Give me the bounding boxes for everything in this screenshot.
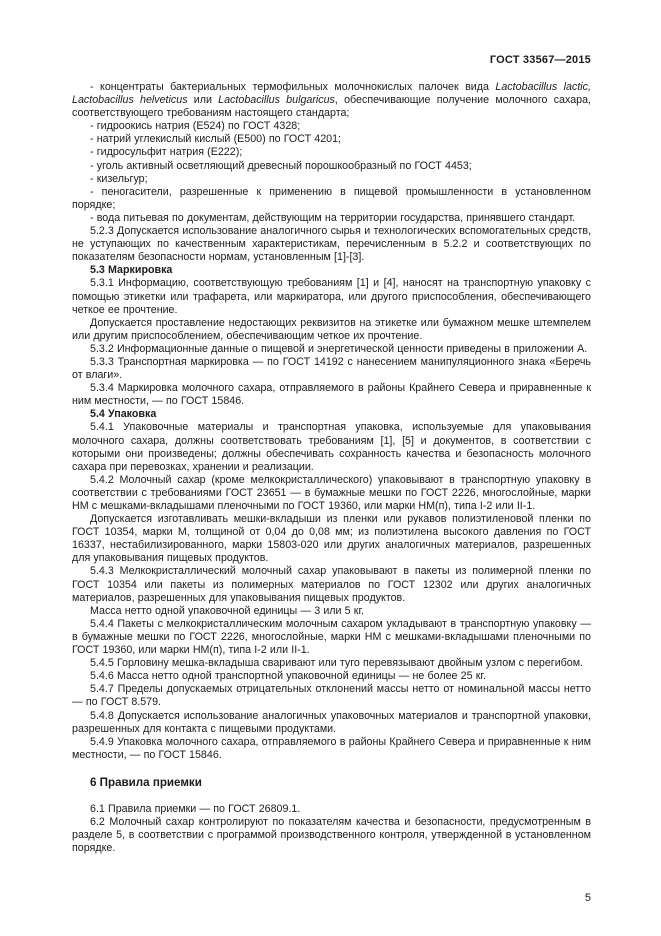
list-item-drinking-water: - вода питьевая по документам, действующим на территории государства, принявшего стандарт. — [90, 211, 576, 224]
clause-5-3-4: 5.3.4 Маркировка молочного сахара, отправляемого в районы Крайнего Севера и приравненные к ним местности, — по ГОСТ 15846. — [72, 382, 591, 408]
clause-5-4-5: 5.4.5 Горловину мешка-вкладыша сваривают или туго перевязывают двойным узлом с перегибом. — [90, 657, 584, 670]
list-item-activated-charcoal: - уголь активный осветляющий древесный порошкообразный по ГОСТ 4453; — [90, 159, 472, 172]
latin-species-name: Lactobacillus bulgaricus — [218, 94, 335, 107]
page-number: 5 — [584, 892, 591, 904]
clause-5-3-2: 5.3.2 Информационные данные о пищевой и энергетической ценности приведены в приложении А. — [90, 342, 588, 355]
list-item-sodium-bicarbonate: - натрий углекислый кислый (Е500) по ГОСТ 4201; — [90, 133, 342, 146]
list-item-kieselguhr: - кизельгур; — [90, 172, 148, 185]
subsection-heading-5-3: 5.3 Маркировка — [90, 264, 173, 277]
paragraph-text: или — [187, 94, 219, 107]
paragraph-text: - концентраты бактериальных термофильных молочнокислых палочек вида — [90, 81, 496, 93]
clause-6-1: 6.1 Правила приемки — по ГОСТ 26809.1. — [90, 802, 301, 815]
list-item-sodium-hydroxide: - гидроокись натрия (Е524) по ГОСТ 4328; — [90, 120, 301, 133]
document-body — [72, 81, 591, 855]
clause-5-3-3: 5.3.3 Транспортная маркировка — по ГОСТ 14192 с нанесением манипуляционного знака «Беречь от влаги». — [72, 355, 591, 382]
clause-5-4-2: 5.4.2 Молочный сахар (кроме мелкокристаллического) упаковывают в транспортную упаковку в соответствии с требованиями ГОСТ 23651 — в бумажные мешки по ГОСТ 2226, многослойные, марки НМ с мешками-вкладышами пленочными по ГОСТ 19360, или марки НМ(п), типа I-2 или II-1. — [72, 473, 591, 512]
list-item-bacteria-concentrates — [72, 81, 591, 120]
clause-5-4-9: 5.4.9 Упаковка молочного сахара, отправляемого в районы Крайнего Севера и приравненные к ним местности, — по ГОСТ 15846. — [72, 735, 591, 761]
latin-species-name: Lactobacillus lactic, Lactobacillus helveticus — [72, 81, 591, 107]
section-heading-6: 6 Правила приемки — [90, 775, 202, 789]
clause-5-4-3-continued: Масса нетто одной упаковочной единицы — 3 или 5 кг. — [90, 604, 365, 617]
list-item-antifoam-agents: - пеногасители, разрешенные к применению в пищевой промышленности в установленном порядке; — [72, 185, 591, 211]
clause-5-4-3: 5.4.3 Мелкокристаллический молочный сахар упаковывают в пакеты из полимерной пленки по ГОСТ 10354 или пакеты из полимерных материалов по ГОСТ 12302 или других аналогичных материалов, разрешенных для упаковывания пищевых продуктов. — [72, 565, 591, 604]
clause-5-4-8: 5.4.8 Допускается использование аналогичных упаковочных материалов и транспортной упаковки, разрешенных для контакта с пищевыми продуктами. — [72, 709, 591, 735]
clause-5-4-7: 5.4.7 Пределы допускаемых отрицательных отклонений массы нетто от номинальной массы нетто — по ГОСТ 8.579. — [72, 683, 591, 709]
standard-number: ГОСТ 33567—2015 — [489, 54, 591, 66]
subsection-heading-5-4: 5.4 Упаковка — [90, 408, 157, 421]
clause-5-4-1: 5.4.1 Упаковочные материалы и транспортная упаковка, используемые для упаковывания молочного сахара, должны соответствовать требованиям [1], [5] и документов, в соответствии с которыми они произведены; должны обеспечивать сохранность качества и безопасность молочного сахара при перевозках, хранении и реализации. — [72, 421, 591, 473]
clause-5-4-2-continued: Допускается изготавливать мешки-вкладыши из пленки или рукавов полиэтиленовой пленки по ГОСТ 10354, марки М, толщиной от 0,04 до 0,08 мм; из полиэтилена высокого давления по ГОСТ 16337, нестабилизированного, марки 15803-020 или других аналогичных материалов, разрешенных для упаковывания пищевых продуктов. — [72, 513, 591, 565]
clause-5-4-4: 5.4.4 Пакеты с мелкокристаллическим молочным сахаром укладывают в транспортную упаковку — в бумажные мешки по ГОСТ 2226, многослойные, марки НМ с мешками-вкладышами пленочными по ГОСТ 19360, или марки НМ(п), типа I-2 или II-1. — [72, 617, 591, 657]
clause-5-4-6: 5.4.6 Масса нетто одной транспортной упаковочной единицы — не более 25 кг. — [90, 670, 486, 683]
list-item-sodium-hydrosulfite: - гидросульфит натрия (Е222); — [90, 146, 243, 159]
paragraph-text: , обеспечивающие получение молочного сахара, соответствующего требованиям настоящего стандарта; — [72, 94, 592, 120]
clause-6-2: 6.2 Молочный сахар контролируют по показателям качества и безопасности, предусмотренным в разделе 5, в соответствии с программой производственного контроля, утвержденной в установленном порядке. — [72, 816, 591, 855]
clause-5-3-1: 5.3.1 Информацию, соответствующую требованиям [1] и [4], наносят на транспортную упаковку с помощью этикетки или трафарета, или маркиратора, или другого приспособления, обеспечивающего четкое ее прочтение. — [72, 277, 591, 316]
clause-5-3-1-continued: Допускается проставление недостающих реквизитов на этикетке или бумажном мешке штемпелем или другим приспособлением, обеспечивающим четкое их прочтение. — [72, 316, 591, 342]
document-header — [72, 54, 591, 66]
clause-5-2-3: 5.2.3 Допускается использование аналогичного сырья и технологических вспомогательных средств, не уступающих по качественным характеристикам, перечисленным в 5.2.2 и соответствующих по показателям безопасности нормам, установленным [1]-[3]. — [72, 225, 591, 264]
